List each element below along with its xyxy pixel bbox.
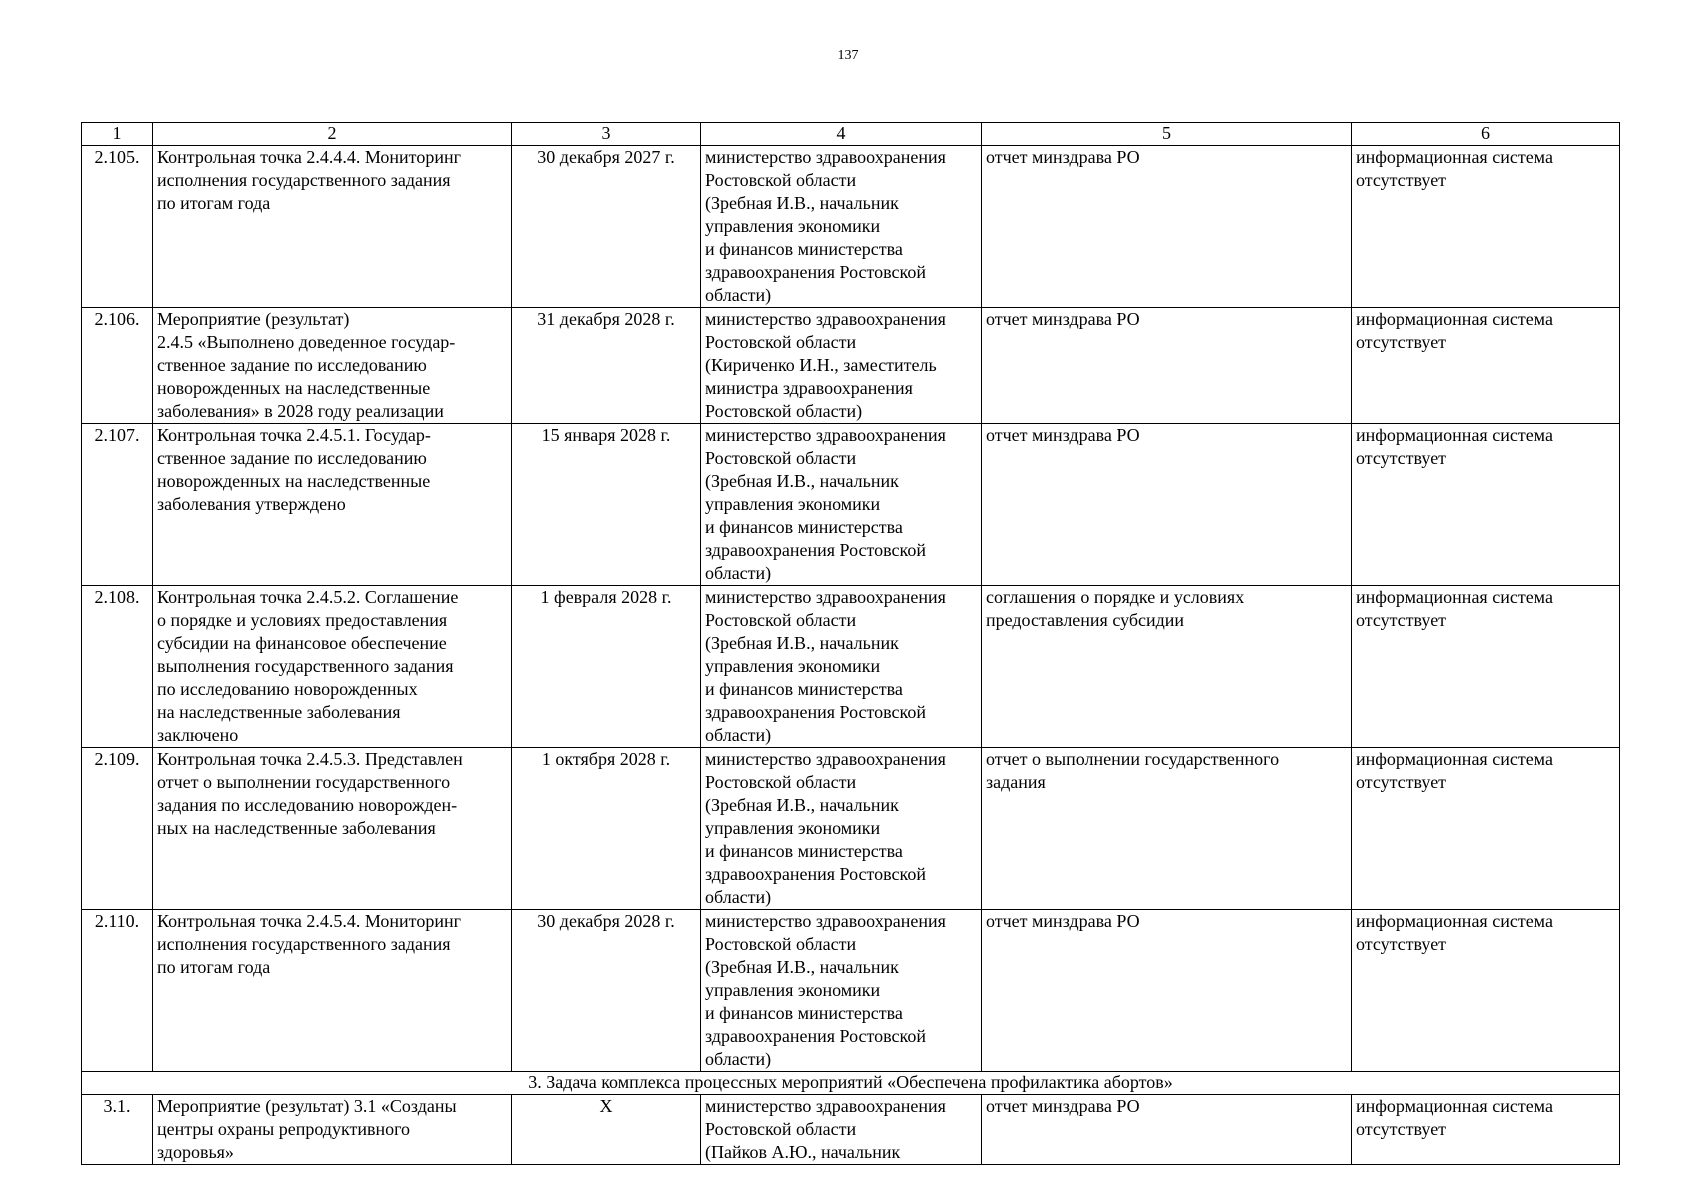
due-date: 15 января 2028 г. [512,424,701,586]
due-date: 31 декабря 2028 г. [512,308,701,424]
information-system: информационная система отсутствует [1352,308,1620,424]
table-row [82,748,1620,910]
section-row [82,1072,1620,1095]
due-date: X [512,1095,701,1165]
event-name: Контрольная точка 2.4.5.3. Представлен отчет о выполнении государственного задания по исследованию новорожден- ных на наследственные заболевания [153,748,512,910]
plan-table [81,122,1620,1165]
responsible-party: министерство здравоохранения Ростовской области (Зребная И.В., начальник управления экономики и финансов министерства здравоохранения Ростовской области) [701,424,982,586]
table-row [82,1095,1620,1165]
table-row [82,586,1620,748]
row-number: 2.109. [82,748,153,910]
column-number: 3 [512,123,701,146]
section-title: 3. Задача комплекса процессных мероприятий «Обеспечена профилактика абортов» [82,1072,1620,1095]
event-name: Мероприятие (результат) 3.1 «Созданы центры охраны репродуктивного здоровья» [153,1095,512,1165]
event-name: Контрольная точка 2.4.5.2. Соглашение о порядке и условиях предоставления субсидии на финансовое обеспечение выполнения государственного задания по исследованию новорожденных на наследственные заболевания заключено [153,586,512,748]
due-date: 30 декабря 2027 г. [512,146,701,308]
responsible-party: министерство здравоохранения Ростовской области (Зребная И.В., начальник управления экономики и финансов министерства здравоохранения Ростовской области) [701,146,982,308]
table-row [82,910,1620,1072]
due-date: 30 декабря 2028 г. [512,910,701,1072]
information-system: информационная система отсутствует [1352,586,1620,748]
confirming-document: отчет о выполнении государственного задания [982,748,1352,910]
responsible-party: министерство здравоохранения Ростовской области (Кириченко И.Н., заместитель министра здравоохранения Ростовской области) [701,308,982,424]
information-system: информационная система отсутствует [1352,748,1620,910]
table-row [82,146,1620,308]
row-number: 2.107. [82,424,153,586]
responsible-party: министерство здравоохранения Ростовской области (Пайков А.Ю., начальник [701,1095,982,1165]
confirming-document: отчет минздрава РО [982,308,1352,424]
information-system: информационная система отсутствует [1352,424,1620,586]
column-number: 5 [982,123,1352,146]
column-number: 1 [82,123,153,146]
event-name: Контрольная точка 2.4.5.1. Государ- ственное задание по исследованию новорожденных на наследственные заболевания утверждено [153,424,512,586]
information-system: информационная система отсутствует [1352,1095,1620,1165]
event-name: Контрольная точка 2.4.5.4. Мониторинг исполнения государственного задания по итогам года [153,910,512,1072]
due-date: 1 октября 2028 г. [512,748,701,910]
event-name: Контрольная точка 2.4.4.4. Мониторинг исполнения государственного задания по итогам года [153,146,512,308]
table-row [82,424,1620,586]
column-number: 6 [1352,123,1620,146]
row-number: 2.105. [82,146,153,308]
confirming-document: отчет минздрава РО [982,910,1352,1072]
information-system: информационная система отсутствует [1352,146,1620,308]
due-date: 1 февраля 2028 г. [512,586,701,748]
column-number: 4 [701,123,982,146]
confirming-document: соглашения о порядке и условиях предоставления субсидии [982,586,1352,748]
responsible-party: министерство здравоохранения Ростовской области (Зребная И.В., начальник управления экономики и финансов министерства здравоохранения Ростовской области) [701,748,982,910]
information-system: информационная система отсутствует [1352,910,1620,1072]
page-number: 137 [837,48,859,63]
confirming-document: отчет минздрава РО [982,1095,1352,1165]
responsible-party: министерство здравоохранения Ростовской области (Зребная И.В., начальник управления экономики и финансов министерства здравоохранения Ростовской области) [701,910,982,1072]
row-number: 2.106. [82,308,153,424]
responsible-party: министерство здравоохранения Ростовской области (Зребная И.В., начальник управления экономики и финансов министерства здравоохранения Ростовской области) [701,586,982,748]
column-number: 2 [153,123,512,146]
row-number: 2.108. [82,586,153,748]
event-name: Мероприятие (результат) 2.4.5 «Выполнено доведенное государ- ственное задание по исследованию новорожденных на наследственные заболевания» в 2028 году реализации [153,308,512,424]
confirming-document: отчет минздрава РО [982,146,1352,308]
row-number: 2.110. [82,910,153,1072]
table-row [82,308,1620,424]
confirming-document: отчет минздрава РО [982,424,1352,586]
column-number-row [82,123,1620,146]
row-number: 3.1. [82,1095,153,1165]
